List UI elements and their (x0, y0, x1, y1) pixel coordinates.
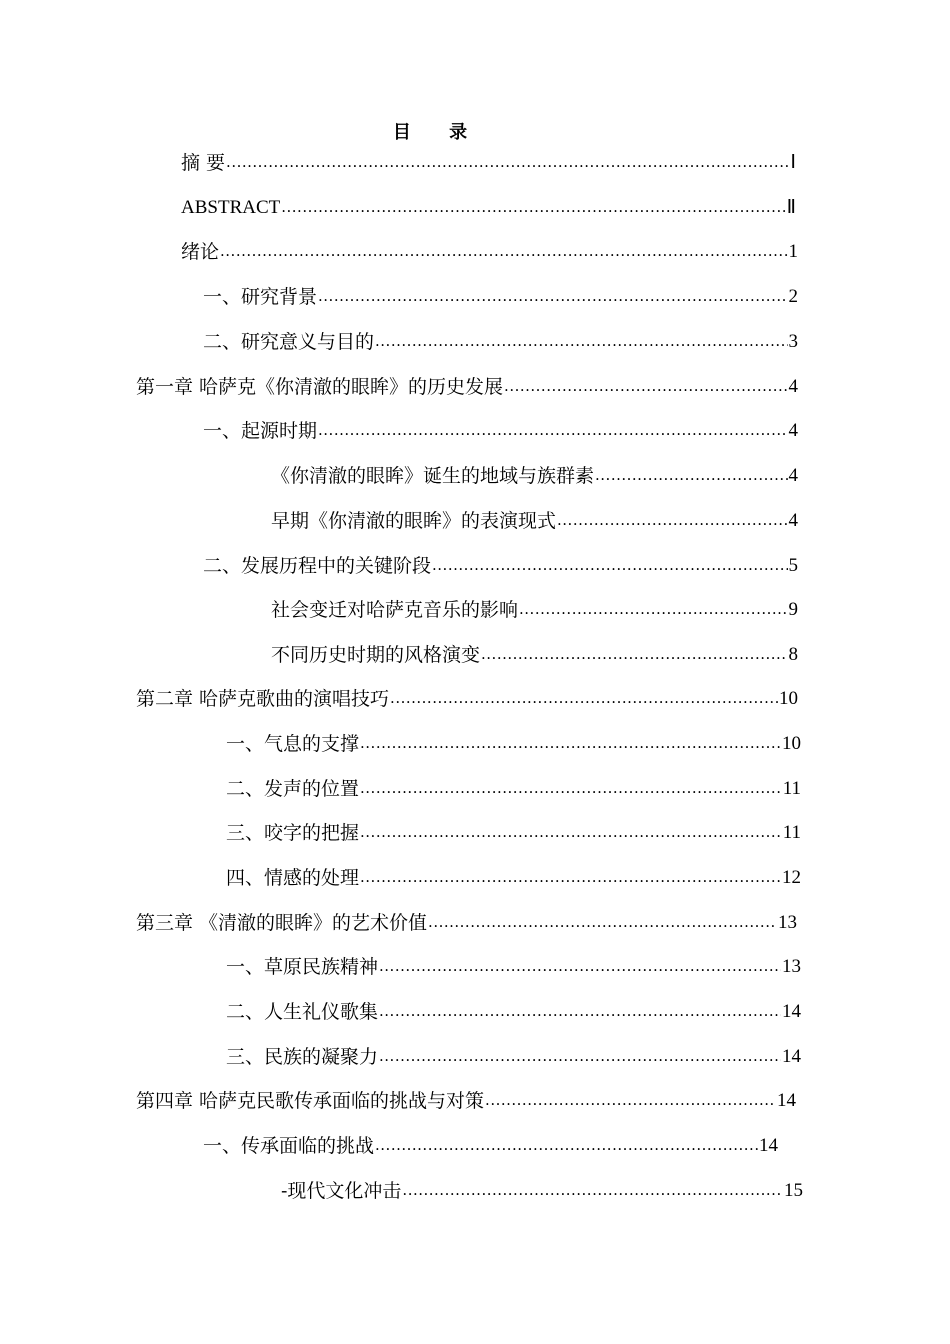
toc-leader-dots (379, 1044, 781, 1068)
toc-leader-dots (402, 1178, 783, 1202)
toc-leader-dots (519, 597, 787, 621)
toc-entry-page: 1 (788, 241, 798, 262)
toc-entry[interactable] (226, 863, 801, 893)
toc-entry-page: 4 (788, 465, 798, 486)
toc-entry-label: 三、咬字的把握 (226, 822, 360, 844)
toc-leader-dots (485, 1088, 776, 1112)
toc-leader-dots (379, 954, 781, 978)
toc-entry-page: 15 (784, 1180, 803, 1201)
toc-entry-page: 13 (778, 912, 797, 933)
toc-leader-dots (390, 686, 778, 710)
toc-entry[interactable] (226, 818, 801, 848)
toc-entry-page: 8 (788, 644, 798, 665)
toc-entry[interactable] (181, 237, 798, 267)
toc-entry-page: 14 (759, 1135, 778, 1156)
toc-entry-page: 5 (788, 555, 798, 576)
toc-entry-page: 4 (788, 376, 798, 397)
toc-entry-page: 12 (782, 867, 801, 888)
toc-entry[interactable] (226, 1042, 801, 1072)
toc-entry-label: 一、气息的支撑 (226, 733, 360, 755)
toc-entry[interactable] (226, 997, 801, 1027)
toc-leader-dots (360, 865, 781, 889)
toc-leader-dots (318, 284, 787, 308)
toc-entry[interactable] (203, 282, 798, 312)
toc-leader-dots (220, 239, 787, 263)
toc-entry[interactable] (136, 372, 798, 402)
toc-entry[interactable] (136, 684, 798, 714)
toc-entry-label: 一、研究背景 (203, 286, 318, 308)
toc-entry-page: 13 (782, 956, 801, 977)
toc-entry-page: Ⅱ (786, 197, 796, 218)
toc-entry-label: 三、民族的凝聚力 (226, 1046, 379, 1068)
toc-entry-label: 第三章 《清澈的眼眸》的艺术价值 (136, 912, 428, 934)
toc-entry-label: 绪论 (181, 241, 220, 263)
toc-entry-label: 二、发声的位置 (226, 778, 360, 800)
toc-entry-page: 14 (782, 1046, 801, 1067)
toc-leader-dots (226, 150, 789, 174)
toc-title: 目 录 (392, 122, 484, 143)
toc-leader-dots (428, 910, 777, 934)
toc-entry-label: -现代文化冲击 (281, 1180, 402, 1202)
toc-entry-label: 一、草原民族精神 (226, 956, 379, 978)
toc-entry[interactable] (271, 506, 798, 536)
toc-entry-label: 第四章 哈萨克民歌传承面临的挑战与对策 (136, 1090, 485, 1112)
toc-entry-page: 2 (788, 286, 798, 307)
toc-leader-dots (360, 776, 782, 800)
toc-entry-page: 10 (779, 688, 798, 709)
toc-entry-label: 《你清澈的眼眸》诞生的地域与族群素 (271, 465, 595, 487)
toc-leader-dots (557, 508, 787, 532)
toc-entry-label: 第二章 哈萨克歌曲的演唱技巧 (136, 688, 390, 710)
toc-entry-label: 社会变迁对哈萨克音乐的影响 (271, 599, 519, 621)
toc-entry-page: 10 (782, 733, 801, 754)
toc-entry[interactable] (203, 416, 798, 446)
toc-entry[interactable] (203, 1131, 778, 1161)
toc-entry-page: 9 (788, 599, 798, 620)
toc-entry-label: 二、人生礼仪歌集 (226, 1001, 379, 1023)
toc-leader-dots (375, 1133, 758, 1157)
toc-leader-dots (375, 329, 787, 353)
toc-entry[interactable] (226, 729, 801, 759)
toc-entry-page: 14 (777, 1090, 796, 1111)
toc-entry-page: 11 (782, 778, 801, 799)
toc-entry[interactable] (181, 193, 796, 223)
toc-entry[interactable] (203, 327, 798, 357)
toc-leader-dots (360, 820, 782, 844)
toc-entry-page: 11 (782, 822, 801, 843)
toc-entry-label: 四、情感的处理 (226, 867, 360, 889)
toc-leader-dots (432, 553, 787, 577)
toc-entry-label: 一、起源时期 (203, 420, 318, 442)
toc-entry[interactable] (226, 774, 801, 804)
toc-leader-dots (318, 418, 787, 442)
toc-entry[interactable] (271, 461, 798, 491)
toc-entry-label: 不同历史时期的风格演变 (271, 644, 481, 666)
toc-leader-dots (379, 999, 781, 1023)
toc-entry[interactable] (181, 148, 796, 178)
toc-entry-page: 14 (782, 1001, 801, 1022)
toc-entry[interactable] (271, 640, 798, 670)
toc-entry[interactable] (226, 952, 801, 982)
toc-entry-page: 4 (788, 420, 798, 441)
toc-entry[interactable] (136, 908, 797, 938)
toc-entry-label: 早期《你清澈的眼眸》的表演现式 (271, 510, 557, 532)
toc-entry-label: 一、传承面临的挑战 (203, 1135, 375, 1157)
toc-entry[interactable] (281, 1176, 803, 1206)
toc-leader-dots (481, 642, 787, 666)
toc-entry-label: 二、研究意义与目的 (203, 331, 375, 353)
toc-leader-dots (281, 195, 785, 219)
toc-leader-dots (595, 463, 787, 487)
toc-entry-label: 摘 要 (181, 152, 226, 174)
toc-leader-dots (360, 731, 781, 755)
toc-entry[interactable] (136, 1086, 796, 1116)
toc-entry-page: 3 (788, 331, 798, 352)
toc-entry[interactable] (271, 595, 798, 625)
toc-leader-dots (504, 374, 787, 398)
toc-entry-label: 第一章 哈萨克《你清澈的眼眸》的历史发展 (136, 376, 504, 398)
toc-entry-page: Ⅰ (790, 152, 796, 173)
toc-entry-page: 4 (788, 510, 798, 531)
toc-entry[interactable] (203, 551, 798, 581)
toc-entry-label: 二、发展历程中的关键阶段 (203, 555, 432, 577)
toc-entry-label: ABSTRACT (181, 197, 281, 218)
